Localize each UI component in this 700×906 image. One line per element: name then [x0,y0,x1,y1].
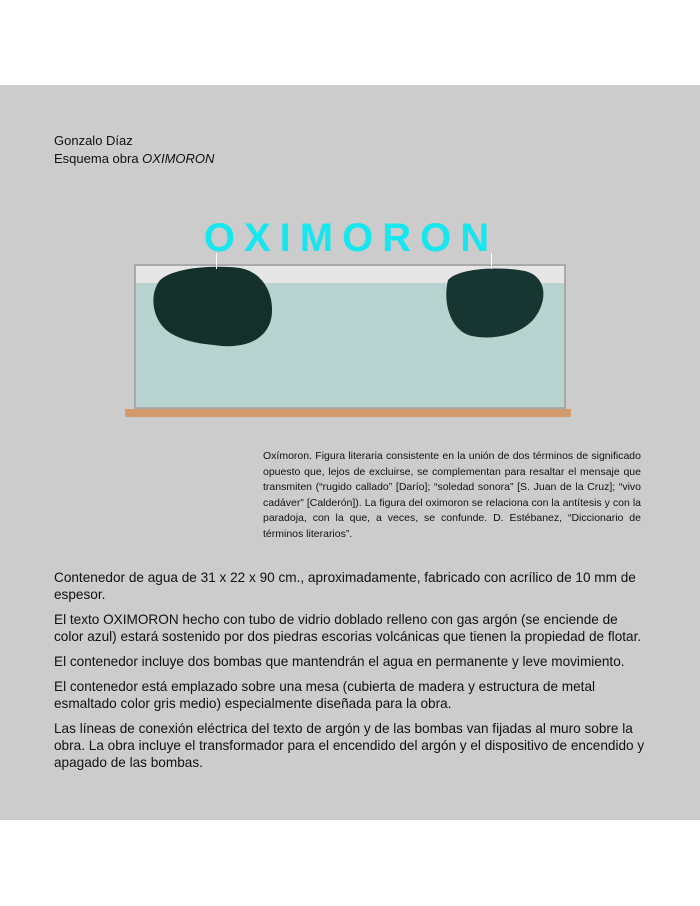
paragraph-neon-text: El texto OXIMORON hecho con tubo de vidrio doblado relleno con gas argón (se enciende de color azul) estará sostenido por dos piedras escorias volcánicas que tienen la propiedad de flotar. [54,612,642,644]
description-body [54,569,650,779]
paragraph-pumps: El contenedor incluye dos bombas que mantendrán el agua en permanente y leve movimiento. [54,654,625,669]
subtitle-prefix: Esquema obra [54,151,143,166]
subtitle-work-title: OXIMORON [142,151,215,166]
table-top [125,409,571,417]
paragraph-container: Contenedor de agua de 31 x 22 x 90 cm., aproximadamente, fabricado con acrílico de 10 mm de espesor. [54,570,636,602]
paragraph-electrical: Las líneas de conexión eléctrica del texto de argón y de las bombas van fijadas al muro sobre la obra. La obra incluye el transformador para el encendido del argón y el dispositivo de encendido y apagado de las bombas. [54,721,645,770]
definition-quote: Oxímoron. Figura literaria consistente en la unión de dos términos de significado opuesto que, lejos de excluirse, se complementan para resaltar el mensaje que transmiten (“rugido callado” [Darío]; “soledad sonora” [S. Juan de la Cruz]; “vivo cadáver” [Calderón]). La figura del oximoron se relaciona con la antítesis y con la paradoja, con la que, a veces, se confunde. D. Estébanez, “Diccionario de términos literarios”. [263,450,641,540]
author-name: Gonzalo Díaz [54,133,133,148]
neon-oximoron-text: OXIMORON [203,216,499,260]
paragraph-table: El contenedor está emplazado sobre una mesa (cubierta de madera y estructura de metal esmaltado color gris medio) especialmente diseñada para la obra. [54,679,596,711]
